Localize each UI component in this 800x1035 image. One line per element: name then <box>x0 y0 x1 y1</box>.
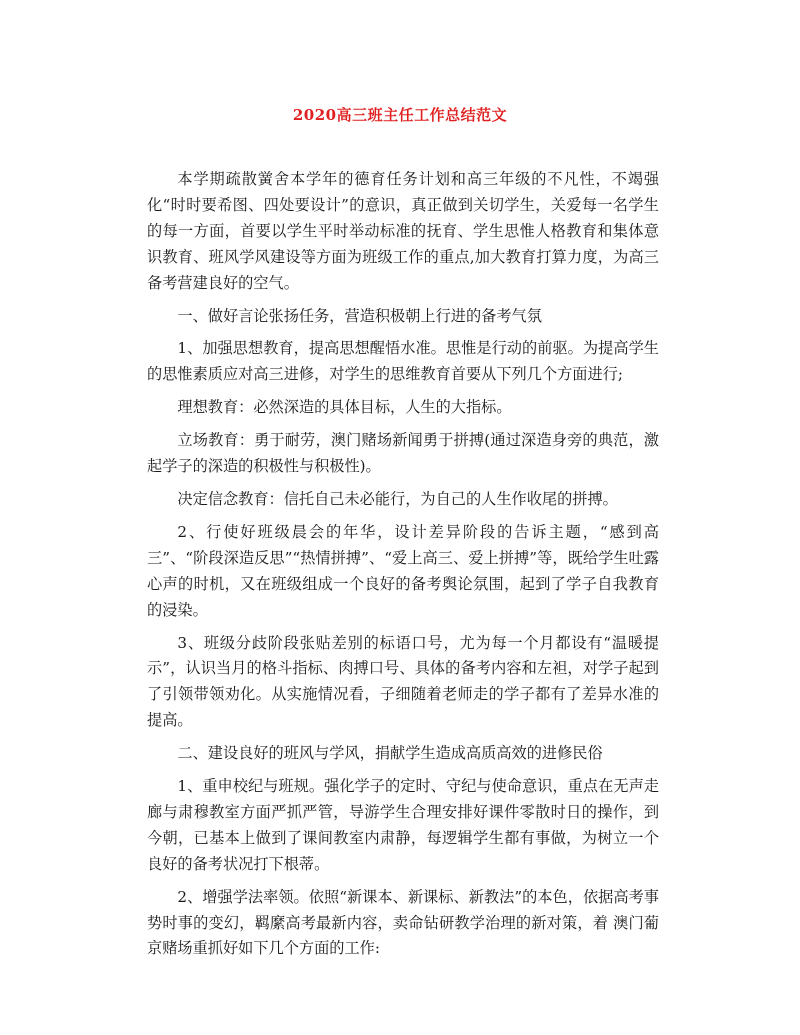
paragraph-2-2: 2、增强学法率领。依照“新课本、新课标、新教法”的本色，依据高考事势时事的变幻，羁縻高考最新内容，卖命钻研教学治理的新对策，着 澳门葡京赌场重抓好如下几个方面的工作: <box>147 887 659 958</box>
paragraph-intro: 本学期疏散黉舍本学年的德育任务计划和高三年级的不凡性，不竭强化“时时要希图、四处要设计”的意识，真正做到关切学生，关爱每一名学生的每一方面，首要以学生平时举动标准的抚育、学生思惟人格教育和集体意识教育、班风学风建设等方面为班级工作的重点,加大教育打算力度，为高三备考营建良好的空气。 <box>147 170 659 292</box>
paragraph-1-3: 3、班级分歧阶段张贴差别的标语口号，尤为每一个月都设有“温暖提示”，认识当月的格斗指标、肉搏口号、具体的备考内容和左袒，对学子起到了引领带领劝化。从实施情况看，子细随着老师走的学子都有了差异水准的提高。 <box>147 633 659 730</box>
paragraph-2-1: 1、重申校纪与班规。强化学子的定时、守纪与使命意识，重点在无声走廊与肃穆教室方面严抓严管，导游学生合理安排好课件零散时日的操作，到今朝，已基本上做到了课间教室内肃静，每逻辑学生都有事做，为树立一个良好的备考状况打下根蒂。 <box>147 777 659 873</box>
document-body <box>147 167 659 969</box>
section-heading-2: 二、建设良好的班风与学风，捐献学生造成高质高效的进修民俗 <box>177 744 603 763</box>
paragraph-attitude-education: 立场教育：勇于耐劳，澳门赌场新闻勇于拼搏(通过深造身旁的典范，激起学子的深造的积极性与积极性)。 <box>147 431 659 476</box>
paragraph-1-1: 1、加强思想教育，提高思想醒悟水准。思惟是行动的前驱。为提高学生的思惟素质应对高三进修，对学生的思维教育首要从下列几个方面进行; <box>147 339 659 384</box>
paragraph-belief-education: 决定信念教育：信托自己未必能行，为自己的人生作收尾的拼搏。 <box>177 489 618 508</box>
section-heading-1: 一、做好言论张扬任务，营造积极朝上行进的备考气氛 <box>177 306 542 325</box>
paragraph-ideal-education: 理想教育：必然深造的具体目标，人生的大指标。 <box>177 398 512 417</box>
document-title: 2020高三班主任工作总结范文 <box>292 106 508 124</box>
paragraph-1-2: 2、行使好班级晨会的年华，设计差异阶段的告诉主题，“感到高三”、“阶段深造反思”“热情拼搏”、“爱上高三、爱上拼搏”等，既给学生吐露心声的时机，又在班级组成一个良好的备考舆论氛围，起到了学子自我教育的浸染。 <box>147 522 659 619</box>
